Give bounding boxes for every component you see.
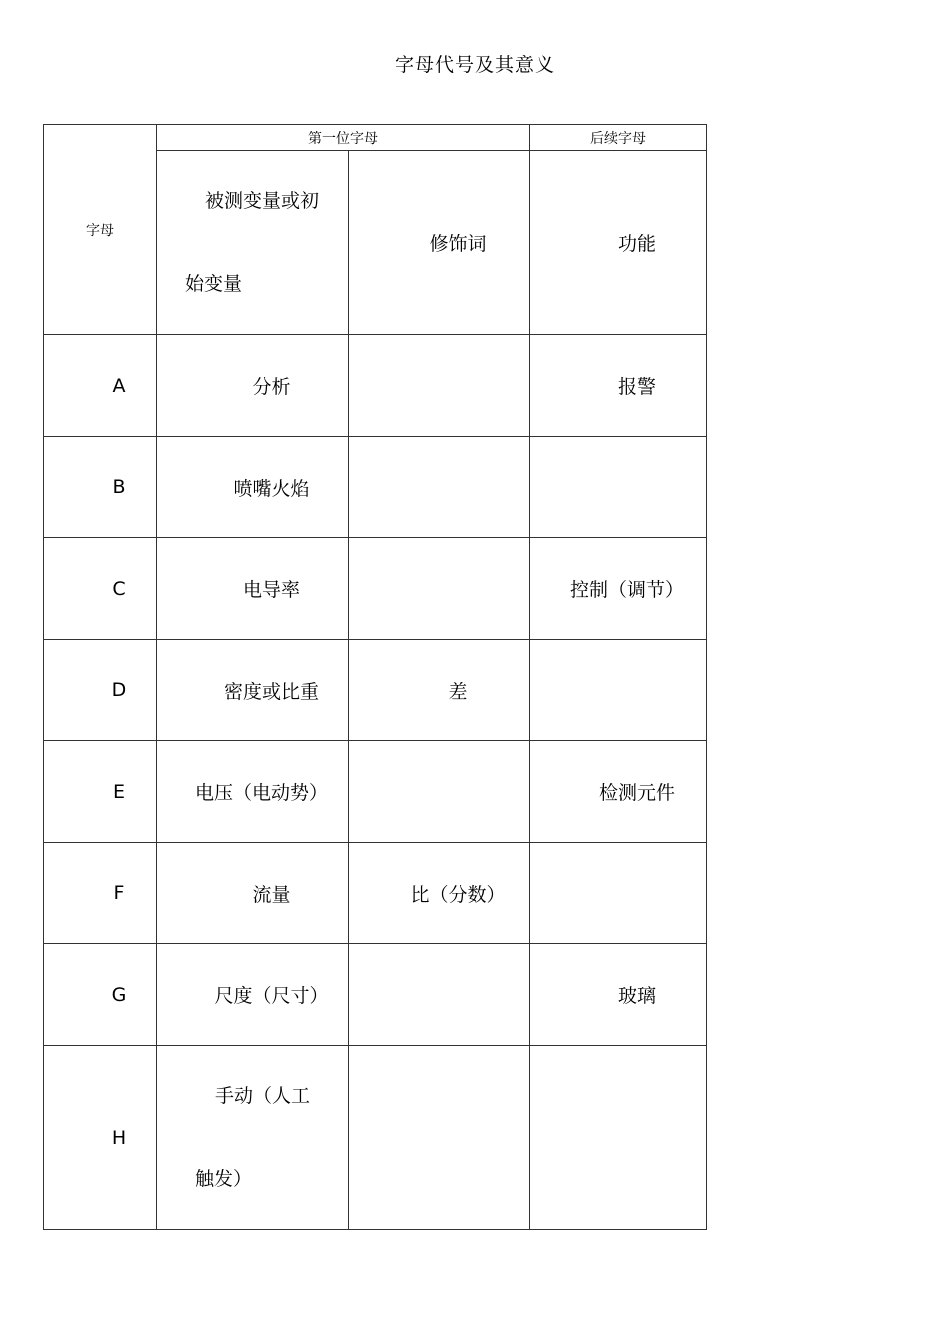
row-variable: 电压（电动势） (157, 741, 349, 843)
row-modifier (349, 538, 530, 640)
row-function: 控制（调节） (530, 538, 707, 640)
header-measured-variable (157, 151, 349, 335)
row-modifier (349, 437, 530, 538)
row-letter: E (44, 741, 157, 843)
header-subsequent-letter: 后续字母 (530, 125, 707, 151)
header-modifier: 修饰词 (349, 151, 530, 335)
row-function (530, 640, 707, 741)
row-function (530, 437, 707, 538)
row-letter: C (44, 538, 157, 640)
table-row (44, 843, 707, 944)
row-letter: F (44, 843, 157, 944)
page-title: 字母代号及其意义 (394, 54, 555, 76)
row-variable: 密度或比重 (157, 640, 349, 741)
row-function: 报警 (530, 335, 707, 437)
row-modifier: 比（分数） (349, 843, 530, 944)
row-function (530, 843, 707, 944)
table-row (44, 335, 707, 437)
row-modifier (349, 944, 530, 1046)
header-function: 功能 (530, 151, 707, 335)
row-letter: H (44, 1046, 157, 1230)
row-variable: 电导率 (157, 538, 349, 640)
row-letter: G (44, 944, 157, 1046)
row-variable-text: 手动（人工触发） (195, 1084, 311, 1190)
row-letter: D (44, 640, 157, 741)
table-row (44, 741, 707, 843)
row-function: 玻璃 (530, 944, 707, 1046)
row-modifier: 差 (349, 640, 530, 741)
row-modifier (349, 741, 530, 843)
row-modifier (349, 1046, 530, 1230)
header-letter: 字母 (44, 125, 157, 335)
row-variable (157, 1046, 349, 1230)
row-letter: A (44, 335, 157, 437)
letter-code-table (43, 124, 707, 1230)
row-modifier (349, 335, 530, 437)
header-row-group (44, 125, 707, 151)
row-variable: 喷嘴火焰 (157, 437, 349, 538)
row-variable: 流量 (157, 843, 349, 944)
table-row (44, 437, 707, 538)
row-function: 检测元件 (530, 741, 707, 843)
row-function (530, 1046, 707, 1230)
row-variable: 分析 (157, 335, 349, 437)
table-row (44, 640, 707, 741)
table-row (44, 538, 707, 640)
header-measured-variable-text: 被测变量或初始变量 (185, 189, 320, 295)
row-variable: 尺度（尺寸） (157, 944, 349, 1046)
row-letter: B (44, 437, 157, 538)
header-first-letter: 第一位字母 (157, 125, 530, 151)
table-row (44, 944, 707, 1046)
table-row (44, 1046, 707, 1230)
